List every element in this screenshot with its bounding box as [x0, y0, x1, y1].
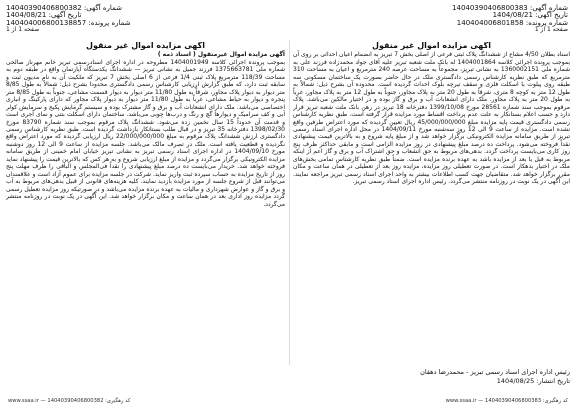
left-notice-dossier: شماره پرونده: 140404006800138857 — [6, 18, 131, 27]
right-notice — [293, 42, 570, 364]
right-notice-title: آگهی مزایده اموال غیر منقول — [372, 42, 491, 50]
left-notice-date: تاریخ آگهی: 1404/08/21 — [6, 11, 82, 20]
left-page-number: صفحه 1 از 1 — [6, 26, 40, 34]
right-notice-body: اسناد بطلان 4/50 مشاع از ششدانگ پلاک ثبتی فرعی از اصلی بخش 7 تبریز به انضمام اعیان احداثی بر روی آن بموجب پرونده اجرائی کلاسه 1404001864 له بانک ملت شعبه تبریز علیه آقای جواد محمدزاده فرزند علی به شماره ملی 1360002151 به نشانی تبریز، مجموعاً به مساحت عرصه 240 مترمربع و اعیان به مساحت 310 مترمربع که طبق نظریه کارشناس رسمی دادگستری ملک در حال حاضر بصورت یک ساختمان مسکونی سه طبقه روی پیلوت با اسکلت فلزی و سقف تیرچه بلوک احداث گردیده است. محدوده آن بشرح ذیل: شمالاً به طول 12 متر به کوچه 8 متری، شرقاً به طول 20 متر به پلاک مجاور، جنوباً به طول 12 متر به پلاک مجاور، غرباً به طول 20 متر به پلاک مجاور. ملک دارای انشعابات آب و برق و گاز بوده و در اختیار مالکین می‌باشد. پلاک مرقوم بموجب سند شماره 28561 مورخ 1399/10/08 دفترخانه 18 تبریز در رهن بانک ملت شعبه تبریز قرار دارد و حسب اعلام بستانکار به علت عدم پرداخت اقساط مورد مزایده قرار گرفته است. طبق نظریه کارشناس رسمی دادگستری قیمت پایه مزایده مبلغ 45/000/000/000 ریال تعیین گردیده که مورد اعتراض طرفین واقع نشده است. مزایده از ساعت 9 الی 12 روز سه‌شنبه مورخ 1404/09/11 در محل اداره اجرای اسناد رسمی تبریز از طریق سامانه مزایده الکترونیکی برگزار خواهد شد و از مبلغ پایه شروع و به بالاترین قیمت پیشنهادی نقداً فروخته می‌شود. پرداخت ده درصد مبلغ پیشنهادی در روز مزایده الزامی است و مابقی حداکثر ظرف پنج روز کاری می‌بایست پرداخت گردد. بدهی‌های مربوط به حق انشعاب و حق اشتراک آب و برق و گاز اعم از اینکه مربوط به قبل یا بعد از مزایده باشد به عهده برنده مزایده است. ضمناً طبق نظریه کارشناس تمامی بخش‌های ملک در اختیار بدهکار است. در صورت تعطیلی روز مزایده، مزایده روز بعد از تعطیلی در همان ساعت و مکان مقرر برگزار خواهد شد. متقاضیان جهت کسب اطلاعات بیشتر به واحد اجرای اسناد رسمی تبریز مراجعه نمایند. این آگهی در یک نوبت در روزنامه منتشر می‌گردد. رئیس اداره اجرای اسناد رسمی تبریز. — [293, 51, 570, 186]
right-notice-dossier: شماره پرونده: 140404006801858 — [456, 18, 568, 27]
left-notice-body: بموجب پرونده اجرائی کلاسه 1404001949 مطروحه در اداره اجرای اسنادرسمی تبریز خانم مهرناز صالحی شماره ملی 1375663781 فرزند جمیل به نشانی تبریز — ششدانگ یکدستگاه آپارتمان واقع در طبقه دوم به مساحت 118/39 مترمربع پلاک ثبتی 1/4 فرعی از 6 اصلی بخش 7 تبریز که ملکیت آن به نام مدیون ثبت و سابقه ثبت دارد، که طبق گزارش ارزیابی کارشناس رسمی دادگستری محدودا بشرح ذیل: شمالاً به طول 8/85 متر دیوار به دیوار پلاک مجاور، شرقاً به طول 11/80 متر دیوار به دیوار قسمت مشاعی، جنوباً به طول 8/85 متر پنجره و دیوار به حیاط مشاعی، غرباً به طول 11/80 متر دیوار به دیوار پلاک مجاور که دارای پارکینگ و انباری اختصاصی می‌باشد. ملک دارای انشعابات آب و برق و گاز مشترک بوده و سیستم گرمایش پکیج و سرمایش کولر آبی و کف سرامیک و دیوارها گچ و رنگ و درب‌ها چوبی می‌باشد. ساختمان دارای اسکلت بتنی و نمای آجری است و قدمت آن حدوداً 15 سال تخمین زده می‌شود. ششدانگ پلاک مرقوم بموجب سند شماره 83790 مورخ 1398/02/30 دفترخانه 35 تبریز و در قبال طلب بستانکار بازداشت گردیده است. طبق نظریه کارشناس رسمی دادگستری ارزش ششدانگ پلاک مرقوم به مبلغ 22/000/000/000 ریال ارزیابی گردیده که مورد اعتراض واقع نگردیده و قطعیت یافته است. ملک در تصرف مالک می‌باشد. جلسه مزایده از ساعت 9 الی 12 روز دوشنبه مورخ 1404/09/10 در اداره اجرای اسناد رسمی تبریز به نشانی تبریز خیابان امام خمینی از طریق سامانه مزایده الکترونیکی برگزار می‌گردد و مزایده از مبلغ ارزیابی شروع و به هر کس که بالاترین قیمت را پیشنهاد نماید فروخته خواهد شد. خریدار می‌بایست ده درصد مبلغ پیشنهادی را نقداً فی‌المجلس و الباقی را ظرف مهلت پنج روز از تاریخ مزایده به حساب سپرده ثبت واریز نماید. شرکت در جلسه مزایده برای عموم آزاد است و علاقمندان می‌توانند قبل از شروع جلسه از مورد مزایده بازدید نمایند. کلیه هزینه‌های قانونی از قبیل بدهی‌های مربوط به آب و برق و گاز و عوارض شهرداری و مالیات به عهده برنده مزایده می‌باشد و در صورتیکه روز مزایده تعطیل رسمی گردد مزایده روز اداری بعد در همان ساعت و مکان برگزار خواهد شد. این آگهی در یک نوبت در روزنامه منتشر می‌گردد. — [6, 58, 285, 208]
right-notice-date: تاریخ آگهی: 1404/08/21 — [492, 11, 568, 20]
left-notice-footer: کد رهگیری: 14040390406800382 — www.ssaa.ir — [8, 398, 131, 404]
left-notice-lead: آگهی مزایده اموال غیرمنقول ( اسناد ذمه ) — [157, 51, 285, 59]
right-notice-code: شماره آگهی: 14040390406800383 — [452, 4, 568, 12]
left-notice-title: آگهی مزایده اموال غیر منقول — [86, 42, 205, 50]
right-notice-date-line: تاریخ انتشار: 1404/08/25 — [496, 377, 570, 385]
right-page-number: صفحه 1 از 1 — [534, 26, 568, 34]
column-divider — [289, 40, 290, 365]
left-notice-header — [6, 5, 131, 33]
left-notice-code: شماره آگهی: 14040390406800382 — [6, 4, 122, 12]
right-notice-signature: رئیس اداره اجرای اسناد رسمی تبریز - محمدرضا دهقان — [420, 368, 570, 376]
right-notice-footer: کد رهگیری: 14040390406800383 — www.ssaa.ir — [445, 398, 568, 404]
right-notice-header — [452, 5, 568, 33]
left-notice — [6, 42, 285, 364]
